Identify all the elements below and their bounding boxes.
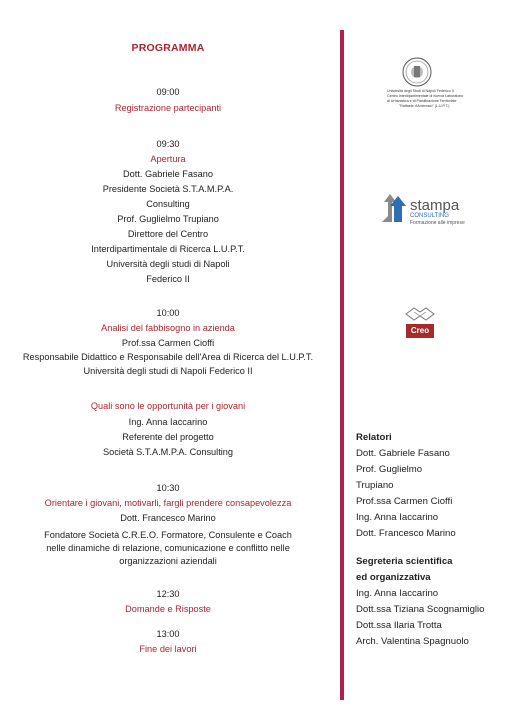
stampa-tagline: Formazione alle imprese — [410, 220, 465, 226]
session-title: Quali sono le opportunità per i giovani — [90, 401, 246, 411]
speaker-line: Consulting — [146, 199, 190, 209]
speaker-line: Università degli studi di Napoli — [106, 259, 230, 269]
speaker-line: Università degli studi di Napoli Federico II — [83, 366, 253, 376]
speaker-line: Referente del progetto — [122, 432, 214, 442]
segreteria-heading: Segreteria scientifica — [356, 556, 453, 567]
speaker-line: Prof.ssa Carmen Cioffi — [121, 338, 215, 348]
speaker-line: nelle dinamiche di relazione, comunicazione e conflitto nelle — [46, 543, 290, 553]
session-title: Registrazione partecipanti — [114, 103, 222, 113]
stampa-name: stampa — [410, 197, 460, 214]
session-time: 10:30 — [156, 483, 180, 493]
speaker-line: Fondatore Società C.R.E.O. Formatore, Consulente e Coach — [44, 530, 292, 540]
program-title: PROGRAMMA — [131, 42, 205, 54]
unina-line: di Urbanistica e di Pianificazione Territoriale — [387, 99, 457, 103]
session-time: 09:00 — [156, 87, 180, 97]
session-title: Fine dei lavori — [139, 644, 197, 654]
relatore-item: Prof.ssa Carmen Cioffi — [356, 496, 453, 507]
session-title: Domande e Risposte — [125, 604, 211, 614]
relatore-item: Prof. Guglielmo — [356, 464, 423, 475]
relatori-heading: Relatori — [356, 432, 392, 443]
segreteria-heading: ed organizzativa — [356, 572, 431, 583]
speaker-line: Federico II — [146, 274, 190, 284]
stampa-sub: CONSULTING — [410, 213, 449, 219]
unina-line: Centro Interdipartimentale di ricerca Laboratorio — [387, 94, 464, 98]
speaker-line: Ing. Anna Iaccarino — [128, 417, 208, 427]
handshake-icon — [406, 308, 434, 320]
relatori-list — [356, 430, 506, 542]
university-seal-logo — [384, 56, 496, 112]
arrows-icon — [382, 194, 406, 222]
unina-line: Università degli Studi di Napoli Federico II — [387, 89, 454, 93]
session-title: Analisi del fabbisogno in azienda — [101, 323, 235, 333]
creo-label: Creo — [406, 324, 434, 338]
seal-icon — [403, 58, 431, 86]
speaker-line: Dott. Gabriele Fasano — [123, 169, 213, 179]
session-time: 09:30 — [156, 139, 180, 149]
session-title: Orientare i giovani, motivarli, fargli prendere consapevolezza — [44, 498, 292, 508]
segreteria-item: Arch. Valentina Spagnuolo — [356, 636, 469, 647]
speaker-line: Società S.T.A.M.P.A. Consulting — [102, 447, 234, 457]
segreteria-list — [356, 554, 506, 650]
speaker-line: organizzazioni aziendali — [119, 556, 217, 566]
segreteria-item: Dott.ssa Tiziana Scognamiglio — [356, 604, 485, 615]
session-title: Apertura — [150, 154, 186, 164]
session-time: 12:30 — [156, 589, 180, 599]
relatore-item: Dott. Francesco Marino — [356, 528, 456, 539]
session-time: 13:00 — [156, 629, 180, 639]
speaker-line: Direttore del Centro — [127, 229, 209, 239]
segreteria-item: Dott.ssa Ilaria Trotta — [356, 620, 442, 631]
relatore-item: Trupiano — [356, 480, 394, 491]
vertical-divider — [340, 30, 344, 700]
speaker-line: Interdipartimentale di Ricerca L.U.P.T. — [91, 244, 245, 254]
speaker-line: Prof. Guglielmo Trupiano — [117, 214, 219, 224]
stampa-consulting-logo — [380, 188, 490, 228]
session-time: 10:00 — [156, 308, 180, 318]
unina-line: "Raffaele d'Ambrosio" (L.U.P.T.) — [399, 104, 450, 108]
speaker-line: Presidente Società S.T.A.M.P.A. — [102, 184, 234, 194]
relatore-item: Ing. Anna Iaccarino — [356, 512, 439, 523]
segreteria-item: Ing. Anna Iaccarino — [356, 588, 439, 599]
speaker-line: Dott. Francesco Marino — [120, 513, 216, 523]
relatore-item: Dott. Gabriele Fasano — [356, 448, 450, 459]
speaker-line: Responsabile Didattico e Responsabile dell'Area di Ricerca del L.U.P.T. — [22, 352, 314, 362]
